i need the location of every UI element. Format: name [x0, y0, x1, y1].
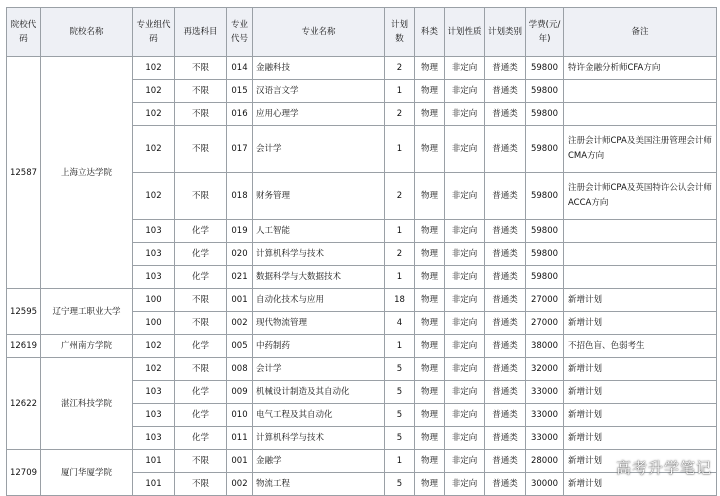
- category-cell: 物理: [415, 312, 445, 335]
- tuition-cell: 59800: [526, 57, 564, 80]
- plan-count-cell: 1: [385, 266, 415, 289]
- plan-nature-cell: 非定向: [445, 57, 485, 80]
- plan-count-cell: 5: [385, 381, 415, 404]
- group-code-cell: 102: [133, 57, 175, 80]
- plan-count-cell: 1: [385, 126, 415, 173]
- group-code-cell: 100: [133, 289, 175, 312]
- plan-nature-cell: 非定向: [445, 243, 485, 266]
- remarks-cell: 新增计划: [564, 427, 717, 450]
- remarks-cell: [564, 220, 717, 243]
- category-cell: 物理: [415, 335, 445, 358]
- major-code-cell: 021: [227, 266, 253, 289]
- group-code-cell: 102: [133, 335, 175, 358]
- header-tuition: 学费(元/年): [526, 8, 564, 57]
- group-code-cell: 103: [133, 243, 175, 266]
- header-plan-count: 计划数: [385, 8, 415, 57]
- remarks-cell: 新增计划: [564, 450, 717, 473]
- table-row: [7, 358, 717, 381]
- plan-nature-cell: 非定向: [445, 289, 485, 312]
- group-code-cell: 102: [133, 80, 175, 103]
- reselect-cell: 不限: [175, 57, 227, 80]
- major-name-cell: 会计学: [253, 358, 385, 381]
- category-cell: 物理: [415, 243, 445, 266]
- reselect-cell: 化学: [175, 427, 227, 450]
- reselect-cell: 不限: [175, 103, 227, 126]
- remarks-cell: [564, 266, 717, 289]
- major-code-cell: 001: [227, 450, 253, 473]
- header-row: [7, 8, 717, 57]
- header-plan-nature: 计划性质: [445, 8, 485, 57]
- plan-type-cell: 普通类: [485, 220, 526, 243]
- group-code-cell: 101: [133, 473, 175, 496]
- major-code-cell: 002: [227, 473, 253, 496]
- remarks-cell: 注册会计师CPA及美国注册管理会计师CMA方向: [564, 126, 717, 173]
- school-name-cell: 厦门华厦学院: [41, 450, 133, 496]
- plan-count-cell: 2: [385, 57, 415, 80]
- table-row: [7, 335, 717, 358]
- school-name-cell: 上海立达学院: [41, 57, 133, 289]
- major-name-cell: 人工智能: [253, 220, 385, 243]
- major-code-cell: 016: [227, 103, 253, 126]
- group-code-cell: 103: [133, 381, 175, 404]
- tuition-cell: 59800: [526, 243, 564, 266]
- group-code-cell: 100: [133, 312, 175, 335]
- group-code-cell: 101: [133, 450, 175, 473]
- header-major-code: 专业代号: [227, 8, 253, 57]
- tuition-cell: 33000: [526, 381, 564, 404]
- tuition-cell: 33000: [526, 404, 564, 427]
- major-name-cell: 金融科技: [253, 57, 385, 80]
- reselect-cell: 化学: [175, 266, 227, 289]
- plan-count-cell: 4: [385, 312, 415, 335]
- major-code-cell: 020: [227, 243, 253, 266]
- major-code-cell: 019: [227, 220, 253, 243]
- group-code-cell: 102: [133, 126, 175, 173]
- remarks-cell: 不招色盲、色弱考生: [564, 335, 717, 358]
- group-code-cell: 103: [133, 266, 175, 289]
- category-cell: 物理: [415, 266, 445, 289]
- remarks-cell: 新增计划: [564, 473, 717, 496]
- major-name-cell: 数据科学与大数据技术: [253, 266, 385, 289]
- reselect-cell: 不限: [175, 80, 227, 103]
- reselect-cell: 不限: [175, 358, 227, 381]
- plan-type-cell: 普通类: [485, 473, 526, 496]
- major-code-cell: 017: [227, 126, 253, 173]
- plan-count-cell: 1: [385, 220, 415, 243]
- plan-nature-cell: 非定向: [445, 473, 485, 496]
- school-code-cell: 12622: [7, 358, 41, 450]
- remarks-cell: 新增计划: [564, 312, 717, 335]
- major-code-cell: 009: [227, 381, 253, 404]
- plan-type-cell: 普通类: [485, 427, 526, 450]
- tuition-cell: 59800: [526, 266, 564, 289]
- category-cell: 物理: [415, 57, 445, 80]
- tuition-cell: 59800: [526, 220, 564, 243]
- remarks-cell: 新增计划: [564, 358, 717, 381]
- reselect-cell: 不限: [175, 126, 227, 173]
- header-school-name: 院校名称: [41, 8, 133, 57]
- plan-type-cell: 普通类: [485, 404, 526, 427]
- plan-type-cell: 普通类: [485, 450, 526, 473]
- remarks-cell: 特许金融分析师CFA方向: [564, 57, 717, 80]
- plan-type-cell: 普通类: [485, 243, 526, 266]
- school-code-cell: 12595: [7, 289, 41, 335]
- category-cell: 物理: [415, 126, 445, 173]
- header-group-code: 专业组代码: [133, 8, 175, 57]
- plan-type-cell: 普通类: [485, 312, 526, 335]
- plan-count-cell: 1: [385, 335, 415, 358]
- remarks-cell: [564, 80, 717, 103]
- group-code-cell: 103: [133, 404, 175, 427]
- plan-type-cell: 普通类: [485, 80, 526, 103]
- group-code-cell: 102: [133, 173, 175, 220]
- reselect-cell: 不限: [175, 450, 227, 473]
- reselect-cell: 化学: [175, 404, 227, 427]
- header-school-code: 院校代码: [7, 8, 41, 57]
- school-name-cell: 辽宁理工职业大学: [41, 289, 133, 335]
- major-name-cell: 计算机科学与技术: [253, 427, 385, 450]
- major-code-cell: 018: [227, 173, 253, 220]
- table-row: [7, 57, 717, 80]
- plan-type-cell: 普通类: [485, 289, 526, 312]
- category-cell: 物理: [415, 427, 445, 450]
- remarks-cell: 新增计划: [564, 381, 717, 404]
- reselect-cell: 不限: [175, 289, 227, 312]
- tuition-cell: 30000: [526, 473, 564, 496]
- major-name-cell: 机械设计制造及其自动化: [253, 381, 385, 404]
- major-name-cell: 汉语言文学: [253, 80, 385, 103]
- plan-count-cell: 1: [385, 450, 415, 473]
- major-code-cell: 014: [227, 57, 253, 80]
- reselect-cell: 不限: [175, 173, 227, 220]
- group-code-cell: 102: [133, 103, 175, 126]
- major-name-cell: 计算机科学与技术: [253, 243, 385, 266]
- plan-count-cell: 2: [385, 173, 415, 220]
- category-cell: 物理: [415, 173, 445, 220]
- tuition-cell: 59800: [526, 126, 564, 173]
- table-row: [7, 450, 717, 473]
- plan-type-cell: 普通类: [485, 266, 526, 289]
- tuition-cell: 59800: [526, 173, 564, 220]
- plan-nature-cell: 非定向: [445, 126, 485, 173]
- reselect-cell: 化学: [175, 335, 227, 358]
- plan-nature-cell: 非定向: [445, 427, 485, 450]
- plan-type-cell: 普通类: [485, 173, 526, 220]
- major-code-cell: 011: [227, 427, 253, 450]
- remarks-cell: 新增计划: [564, 404, 717, 427]
- remarks-cell: 新增计划: [564, 289, 717, 312]
- reselect-cell: 化学: [175, 220, 227, 243]
- reselect-cell: 化学: [175, 381, 227, 404]
- major-code-cell: 002: [227, 312, 253, 335]
- school-name-cell: 湛江科技学院: [41, 358, 133, 450]
- school-name-cell: 广州南方学院: [41, 335, 133, 358]
- plan-nature-cell: 非定向: [445, 404, 485, 427]
- header-remarks: 备注: [564, 8, 717, 57]
- plan-nature-cell: 非定向: [445, 80, 485, 103]
- tuition-cell: 59800: [526, 103, 564, 126]
- tuition-cell: 38000: [526, 335, 564, 358]
- reselect-cell: 不限: [175, 312, 227, 335]
- category-cell: 物理: [415, 220, 445, 243]
- plan-count-cell: 1: [385, 80, 415, 103]
- group-code-cell: 102: [133, 358, 175, 381]
- category-cell: 物理: [415, 80, 445, 103]
- plan-nature-cell: 非定向: [445, 173, 485, 220]
- tuition-cell: 27000: [526, 289, 564, 312]
- major-code-cell: 005: [227, 335, 253, 358]
- major-name-cell: 自动化技术与应用: [253, 289, 385, 312]
- major-code-cell: 001: [227, 289, 253, 312]
- tuition-cell: 27000: [526, 312, 564, 335]
- plan-type-cell: 普通类: [485, 57, 526, 80]
- reselect-cell: 不限: [175, 473, 227, 496]
- major-name-cell: 金融学: [253, 450, 385, 473]
- group-code-cell: 103: [133, 220, 175, 243]
- major-code-cell: 015: [227, 80, 253, 103]
- category-cell: 物理: [415, 358, 445, 381]
- header-category: 科类: [415, 8, 445, 57]
- school-code-cell: 12587: [7, 57, 41, 289]
- major-name-cell: 财务管理: [253, 173, 385, 220]
- plan-nature-cell: 非定向: [445, 450, 485, 473]
- tuition-cell: 28000: [526, 450, 564, 473]
- plan-nature-cell: 非定向: [445, 381, 485, 404]
- remarks-cell: 注册会计师CPA及英国特许公认会计师ACCA方向: [564, 173, 717, 220]
- header-major-name: 专业名称: [253, 8, 385, 57]
- plan-type-cell: 普通类: [485, 381, 526, 404]
- category-cell: 物理: [415, 404, 445, 427]
- tuition-cell: 59800: [526, 80, 564, 103]
- watermark: 高考升学笔记: [615, 459, 712, 477]
- plan-nature-cell: 非定向: [445, 103, 485, 126]
- major-name-cell: 中药制药: [253, 335, 385, 358]
- category-cell: 物理: [415, 473, 445, 496]
- major-code-cell: 008: [227, 358, 253, 381]
- plan-count-cell: 5: [385, 358, 415, 381]
- plan-type-cell: 普通类: [485, 335, 526, 358]
- plan-nature-cell: 非定向: [445, 335, 485, 358]
- plan-count-cell: 2: [385, 103, 415, 126]
- plan-count-cell: 5: [385, 473, 415, 496]
- category-cell: 物理: [415, 289, 445, 312]
- major-name-cell: 应用心理学: [253, 103, 385, 126]
- header-reselect: 再选科目: [175, 8, 227, 57]
- remarks-cell: [564, 103, 717, 126]
- major-name-cell: 会计学: [253, 126, 385, 173]
- reselect-cell: 化学: [175, 243, 227, 266]
- plan-count-cell: 5: [385, 427, 415, 450]
- school-code-cell: 12709: [7, 450, 41, 496]
- plan-type-cell: 普通类: [485, 103, 526, 126]
- major-code-cell: 010: [227, 404, 253, 427]
- category-cell: 物理: [415, 103, 445, 126]
- plan-nature-cell: 非定向: [445, 358, 485, 381]
- plan-count-cell: 5: [385, 404, 415, 427]
- table-row: [7, 289, 717, 312]
- tuition-cell: 32000: [526, 358, 564, 381]
- plan-count-cell: 2: [385, 243, 415, 266]
- major-name-cell: 物流工程: [253, 473, 385, 496]
- plan-type-cell: 普通类: [485, 126, 526, 173]
- plan-type-cell: 普通类: [485, 358, 526, 381]
- plan-nature-cell: 非定向: [445, 312, 485, 335]
- admissions-plan-table: [6, 7, 717, 496]
- plan-nature-cell: 非定向: [445, 266, 485, 289]
- major-name-cell: 电气工程及其自动化: [253, 404, 385, 427]
- group-code-cell: 103: [133, 427, 175, 450]
- school-code-cell: 12619: [7, 335, 41, 358]
- category-cell: 物理: [415, 381, 445, 404]
- remarks-cell: [564, 243, 717, 266]
- category-cell: 物理: [415, 450, 445, 473]
- header-plan-type: 计划类别: [485, 8, 526, 57]
- plan-count-cell: 18: [385, 289, 415, 312]
- major-name-cell: 现代物流管理: [253, 312, 385, 335]
- tuition-cell: 33000: [526, 427, 564, 450]
- plan-nature-cell: 非定向: [445, 220, 485, 243]
